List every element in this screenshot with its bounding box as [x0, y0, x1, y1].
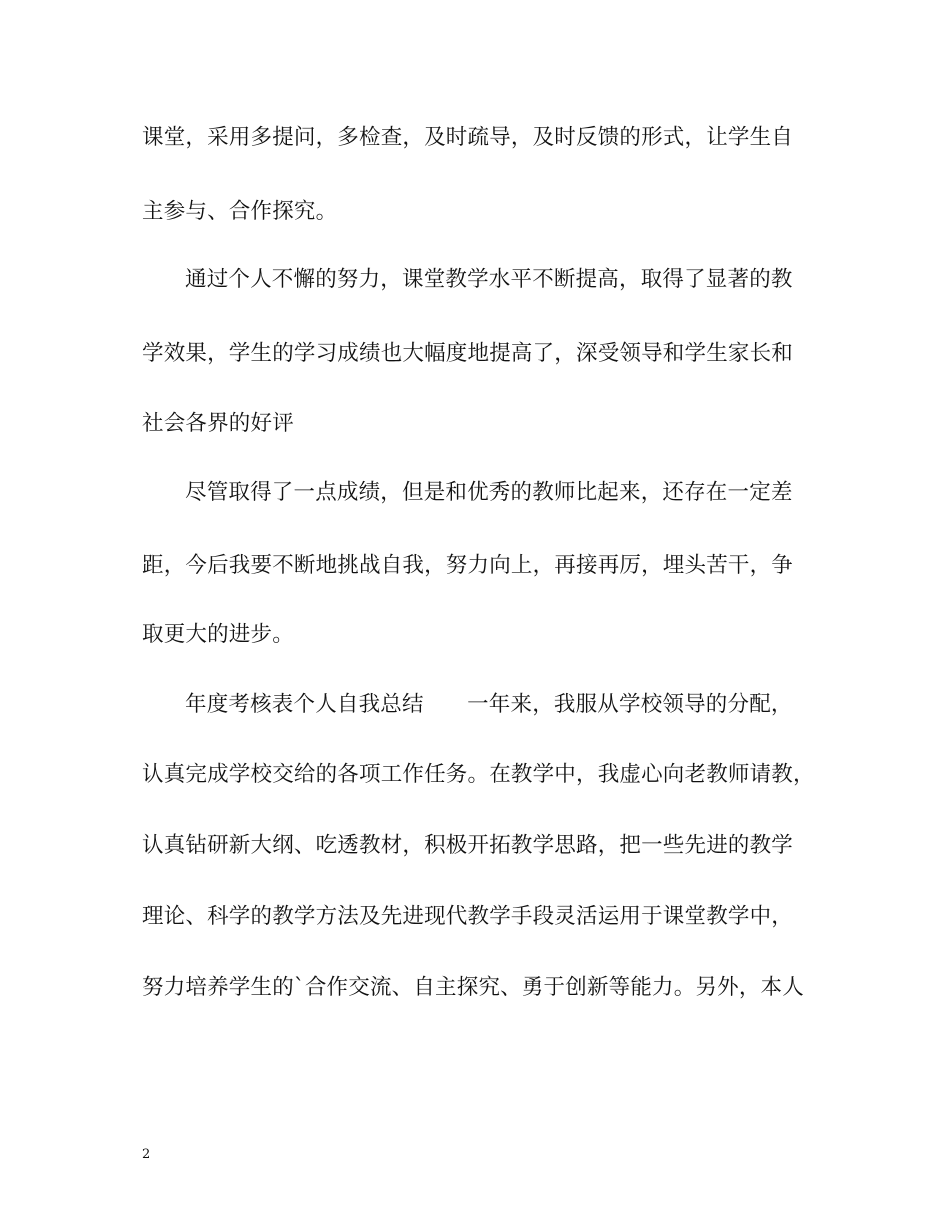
text-line: 学效果，学生的学习成绩也大幅度地提高了，深受领导和学生家长和 — [142, 341, 794, 366]
text-line: 认真完成学校交给的各项工作任务。在教学中，我虚心向老教师请教， — [142, 762, 815, 787]
text-line: 理论、科学的教学方法及先进现代教学手段灵活运用于课堂教学中， — [142, 904, 794, 929]
text-line: 取更大的进步。 — [142, 622, 294, 647]
text-line: 认真钻研新大纲、吃透教材，积极开拓教学思路，把一些先进的教学 — [142, 833, 794, 858]
text-line: 努力培养学生的`合作交流、自主探究、勇于创新等能力。另外，本人 — [142, 975, 804, 1000]
text-line: 社会各界的好评 — [142, 411, 294, 436]
text-line: 主参与、合作探究。 — [142, 199, 338, 224]
paragraph-start-line: 通过个人不懈的努力，课堂教学水平不断提高，取得了显著的教 — [185, 267, 793, 292]
paragraph-start-line: 年度考核表个人自我总结 一年来，我服从学校领导的分配， — [185, 692, 793, 717]
text-line: 距，今后我要不断地挑战自我，努力向上，再接再厉，埋头苦干，争 — [142, 553, 794, 578]
text-line: 课堂，采用多提问，多检查，及时疏导，及时反馈的形式，让学生自 — [142, 125, 794, 150]
paragraph-start-line: 尽管取得了一点成绩，但是和优秀的教师比起来，还存在一定差 — [185, 480, 793, 505]
page-number: 2 — [142, 1147, 151, 1162]
